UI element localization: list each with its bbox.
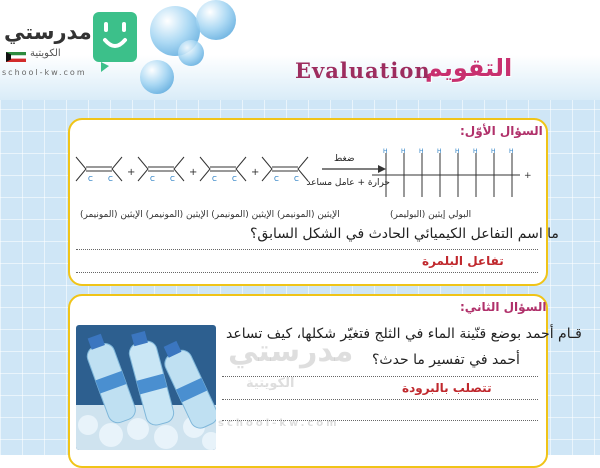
frozen-bottles-image <box>76 325 216 450</box>
svg-text:H: H <box>419 148 424 155</box>
section-title-english: Evaluation <box>295 58 431 83</box>
carbon-label: C <box>108 175 113 183</box>
svg-text:H: H <box>401 148 406 155</box>
reaction-condition-bottom: حرارة + عامل مساعد <box>306 178 390 188</box>
polymer-caption: البولي إيثين (البوليمر) <box>390 210 472 220</box>
ethene-molecule <box>262 157 308 181</box>
reaction-condition-top: ضغط <box>334 154 355 164</box>
answer-line <box>76 272 538 273</box>
svg-text:H: H <box>473 148 478 155</box>
logo-subtitle: الكويتية <box>30 48 61 59</box>
plus-sign: + <box>251 167 260 178</box>
carbon-label: C <box>88 175 93 183</box>
carbon-label: C <box>232 175 237 183</box>
plus-sign: + <box>127 167 136 178</box>
svg-text:H: H <box>491 148 496 155</box>
polymer-chain <box>372 153 520 197</box>
question-2-answer: تتصلب بالبرودة <box>402 381 492 395</box>
reaction-arrow-head <box>378 165 386 173</box>
carbon-label: C <box>294 175 299 183</box>
decor-bubble <box>178 40 204 66</box>
carbon-label: C <box>150 175 155 183</box>
question-1-label: السؤال الأوّل: <box>460 124 543 138</box>
carbon-label: C <box>274 175 279 183</box>
ethene-molecule <box>138 157 184 181</box>
logo-url: school-kw.com <box>2 68 87 77</box>
ethene-molecule <box>200 157 246 181</box>
svg-text:H: H <box>455 148 460 155</box>
monomers-caption: الإيثين (المونيمر) الإيثين (المونيمر) الإيثين (المونيمر) الإيثين (المونيمر) <box>80 210 340 220</box>
question-1-text: ما اسم التفاعل الكيميائي الحادث في الشكل السابق؟ <box>250 226 559 242</box>
decor-bubble <box>140 60 174 94</box>
kuwait-flag-icon <box>6 52 26 62</box>
carbon-label: C <box>212 175 217 183</box>
question-1-answer: تفاعل البلمرة <box>422 254 504 268</box>
plus-sign: + <box>524 171 532 181</box>
svg-text:H: H <box>437 148 442 155</box>
answer-line <box>76 249 538 250</box>
decor-bubble <box>196 0 236 40</box>
question-2-text-line-2: أحمد في تفسير ما حدث؟ <box>372 352 520 368</box>
answer-line <box>222 399 538 400</box>
section-title-arabic: التقويم <box>425 54 513 82</box>
watermark-url: school-kw.com <box>218 418 340 429</box>
svg-text:H: H <box>509 148 514 155</box>
watermark-subtitle: الكويتية <box>246 376 295 391</box>
logo-name: مدرستي <box>4 20 92 44</box>
watermark-text: مدرستي <box>228 334 354 369</box>
plus-sign: + <box>189 167 198 178</box>
header-band <box>0 0 600 100</box>
question-2-label: السؤال الثاني: <box>460 300 547 314</box>
logo-mark-icon <box>91 10 139 74</box>
svg-text:H: H <box>383 148 388 155</box>
question-2-text-line-1: قـام أحمد بوضع قنّينة الماء في الثلج فتغيّر شكلها، كيف تساعد <box>226 326 582 342</box>
ethene-molecule <box>76 157 122 181</box>
carbon-label: C <box>170 175 175 183</box>
